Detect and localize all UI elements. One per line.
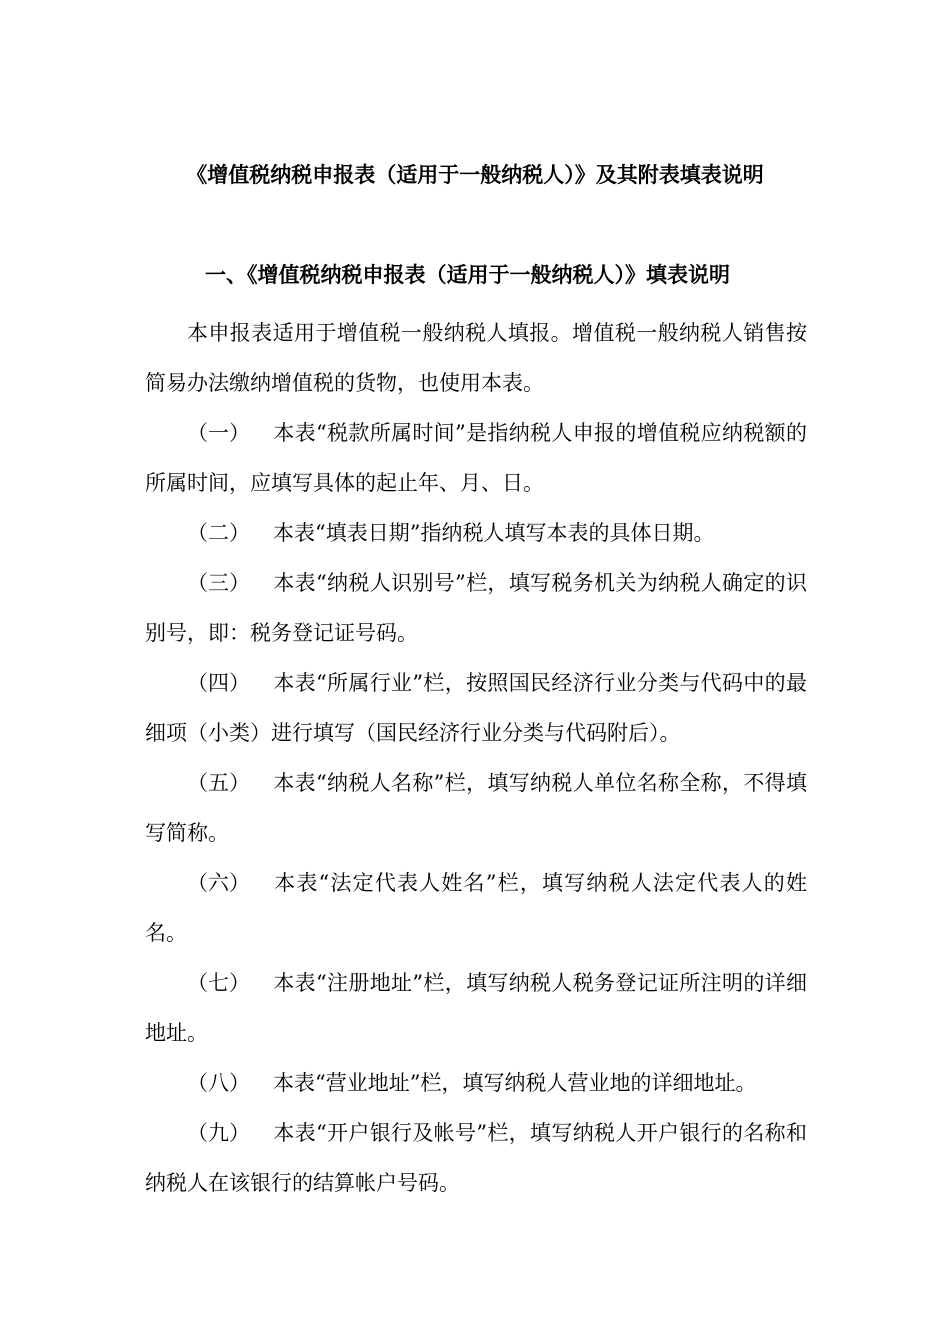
item-number: （三） [187,571,250,595]
item-text: 本表“纳税人识别号”栏，填写税务机关为纳税人确定的识别号，即：税务登记证号码。 [145,571,807,645]
item-paragraph [145,1108,807,1208]
item-number: （六） [187,871,250,895]
item-number: （七） [187,971,250,995]
item-number: （二） [187,521,250,545]
document-title: 《增值税纳税申报表（适用于一般纳税人）》及其附表填表说明 [186,162,764,187]
item-paragraph [145,1058,807,1108]
item-number: （八） [187,1071,250,1095]
item-text: 本表“开户银行及帐号”栏，填写纳税人开户银行的名称和纳税人在该银行的结算帐户号码。 [145,1121,807,1195]
item-number: （九） [187,1121,250,1145]
item-text: 本表“纳税人名称”栏，填写纳税人单位名称全称，不得填写简称。 [145,771,807,845]
section-heading: 一、《增值税纳税申报表（适用于一般纳税人）》填表说明 [205,262,730,287]
item-text: 本表“税款所属时间”是指纳税人申报的增值税应纳税额的所属时间，应填写具体的起止年、月、日。 [145,421,807,495]
item-paragraph [145,758,807,858]
item-text: 本表“法定代表人姓名”栏，填写纳税人法定代表人的姓名。 [145,871,807,945]
item-text: 本表“注册地址”栏，填写纳税人税务登记证所注明的详细地址。 [145,971,807,1045]
item-paragraph [145,408,807,508]
item-paragraph [145,958,807,1058]
item-paragraph [145,558,807,658]
item-text: 本表“所属行业”栏，按照国民经济行业分类与代码中的最细项（小类）进行填写（国民经济行业分类与代码附后）。 [145,671,807,745]
item-number: （一） [187,421,250,445]
item-number: （五） [187,771,250,795]
item-paragraph [145,508,807,558]
item-number: （四） [187,671,250,695]
document-body [145,308,807,1208]
item-text: 本表“填表日期”指纳税人填写本表的具体日期。 [273,521,715,545]
item-text: 本表“营业地址”栏，填写纳税人营业地的详细地址。 [273,1071,757,1095]
intro-paragraph: 本申报表适用于增值税一般纳税人填报。增值税一般纳税人销售按简易办法缴纳增值税的货物，也使用本表。 [145,321,807,395]
item-paragraph [145,858,807,958]
item-paragraph [145,658,807,758]
